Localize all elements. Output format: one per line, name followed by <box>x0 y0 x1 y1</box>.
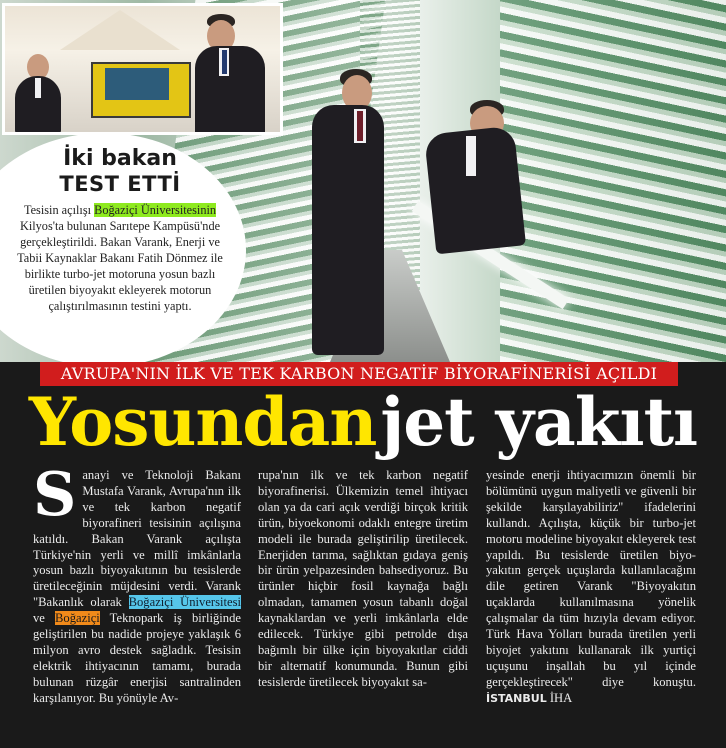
dateline-location: İSTANBUL <box>486 691 547 705</box>
bubble-body-start: Tesisin açılışı <box>23 203 95 217</box>
news-agency: İHA <box>546 690 573 705</box>
info-bubble-text <box>2 140 238 314</box>
headline-yellow: Yosundan <box>28 383 377 461</box>
bubble-body <box>14 202 226 314</box>
section-band: AVRUPA'NIN İLK VE TEK KARBON NEGATİF BİYORAFİNERİSİ AÇILDI <box>40 362 678 386</box>
bubble-body-rest: Kilyos'ta bulunan Sarıtepe Kampüsü'nde gerçekleştirildi. Bakan Varank, Enerji ve Tabii Kaynaklar Bakanı Fatih Dönmez ile birlikte turbo-jet motoruna yosun bazlı üretilen biyoyakıt ekleyerek motorun çalıştırılmasının testini yaptı. <box>17 219 223 313</box>
col1-text-a: anayi ve Teknoloji Bakanı Mustafa Varank, Avrupa'nın ilk ve tek karbon negatif biyorafineri tesisinin açılışına katıldı. Bakan Varank açılışta Türkiye'nin yerli ve millî imkânlarla yosun bazlı biyoyakıtının bu tesislerde üretileceğinin müjdesini verdi. Varank "Bakanlık olarak <box>33 468 241 610</box>
bubble-kicker-line2: TEST ETTİ <box>59 172 181 196</box>
highlight-bogazici: Boğaziçi <box>55 611 100 626</box>
inset-machine-screen <box>105 68 169 100</box>
col1-text-mid: ve <box>33 611 56 626</box>
col2-text: rupa'nın ilk ve tek karbon negatif biyorafinerisi. Ülkemizin temel ihtiyacı olan ya da cari açık verdiği birçok kritik ürün, biyoekonomi odaklı entegre üretim modeli ile burada geliştirilip üretilecek. Enerjiden tarıma, sağlıktan gıdaya geniş bir ürün yelpazesinden bahsediyoruz. Bu ürünler hiçbir fosil kaynağa bağlı olmadan, tamamen yosun tabanlı doğal kaynaklardan ve yerli imkânlarla elde edilecek. Türkiye gibi petrolde dışa bağımlı bir ülke için biyoyakıtlar ciddi bir alternatif konumunda. Bunun gibi tesislerde üretilecek biyoyakıt sa- <box>258 468 468 689</box>
algae-tube-rack-right <box>500 0 726 362</box>
highlight-university: Boğaziçi Üniversitesi <box>128 595 241 610</box>
minister-figure-bending <box>420 100 530 270</box>
bubble-kicker-line1: İki bakan <box>63 146 177 171</box>
col1-text-b: Teknopark iş birliğinde geliştirilen bu nadide projeye yaklaşık 6 milyon avro destek sağladık. Tesisin elektrik ihtiyacının tamamı, burada bulunan rüzgâr enerjisi santralinden karşılanıyor. Bu yönüyle Av- <box>33 611 241 705</box>
article-column-3 <box>486 468 696 707</box>
inset-photo <box>2 3 283 135</box>
headline <box>0 384 726 460</box>
col3-text: yesinde enerji ihtiyacımızın önemli bir bölümünü uygun maliyetli ve güvenli bir şekilde karşılayabiliriz" ifadelerini kullandı. Açılışta, küçük bir turbo-jet motoru modeline biyoyakıt ekleyerek test yapıldı. Bu tesislerde üretilen biyo-yakıtın gerçek uçuşlarda kullanılacağını dile getiren Varank "Biyoyakıtın uçaklarda kullanılmasına yönelik çalışmalar da tüm hızıyla devam ediyor. Türk Hava Yolları burada üretilen yerli biyojet yakıtını kullanarak ilk yurtiçi uçuşunu inşallah bu yıl içinde gerçekleştirecek" diye konuştu. <box>486 468 696 689</box>
bubble-highlight-university: Boğaziçi Üniversitesinin <box>94 203 217 217</box>
dropcap: S <box>33 460 77 530</box>
inset-figure-left <box>13 54 63 134</box>
main-photo <box>0 0 726 362</box>
headline-white: jet yakıtı <box>380 383 698 461</box>
inset-tent <box>45 10 195 50</box>
inset-figure-right <box>191 12 271 135</box>
article-column-1 <box>33 460 241 707</box>
minister-figure-standing <box>300 65 390 360</box>
article-column-2 <box>258 468 468 691</box>
